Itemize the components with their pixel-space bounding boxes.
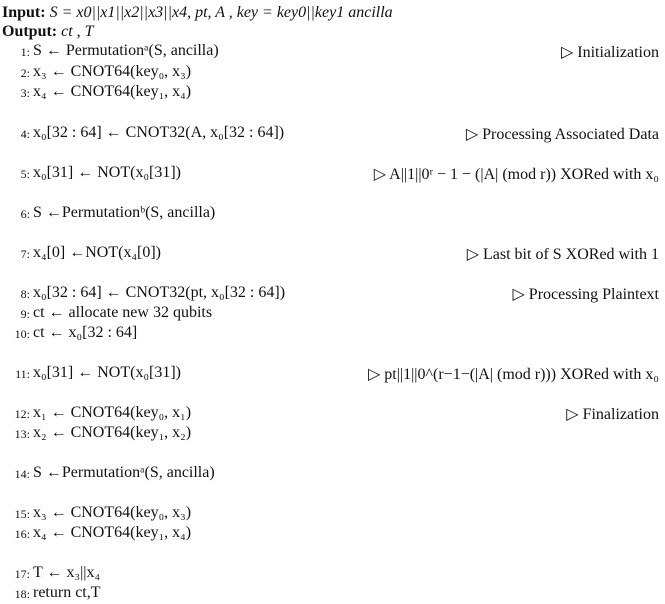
line-number: 7:: [20, 247, 30, 261]
line-number: 1:: [20, 45, 30, 59]
output-label: Output:: [2, 23, 58, 40]
step-code: return ct,T: [33, 584, 101, 601]
line-number: 8:: [20, 287, 30, 301]
step-code: S ← Permutationᵃ(S, ancilla): [33, 42, 219, 59]
input-label: Input:: [2, 4, 46, 21]
step: [0, 364, 665, 384]
input-text: S = x0||x1||x2||x3||x4, pt, A , key = key0||key1 ancilla: [49, 4, 393, 21]
line-number: 11:: [15, 367, 30, 381]
line-number: 4:: [20, 127, 30, 141]
step: [0, 564, 665, 584]
step-code: x₀[32 : 64] ← CNOT32(A, x₀[32 : 64]): [33, 124, 285, 141]
step-comment: ▷ Processing Plaintext: [512, 286, 659, 303]
step-code: x₃ ← CNOT64(key₀, x₃): [33, 63, 192, 80]
step-comment: ▷ Initialization: [560, 44, 659, 61]
line-number: 17:: [14, 567, 30, 581]
step-code: x₄ ← CNOT64(key₁, x₄): [33, 83, 192, 100]
line-number: 18:: [14, 587, 30, 601]
step-code: ct ← allocate new 32 qubits: [33, 304, 213, 321]
line-number: 15:: [14, 507, 30, 521]
step-code: S ←Permutationᵇ(S, ancilla): [33, 204, 216, 221]
step-code: x₂ ← CNOT64(key₁, x₂): [33, 424, 192, 441]
line-number: 2:: [20, 66, 30, 80]
step: [0, 464, 665, 484]
step: [0, 63, 665, 83]
step: [0, 204, 665, 224]
step: [0, 124, 665, 144]
step: [0, 504, 665, 524]
step: [0, 284, 665, 304]
step: [0, 42, 665, 62]
input-line: [0, 4, 665, 24]
step-code: x₄[0] ←NOT(x₄[0]): [33, 244, 162, 261]
line-number: 6:: [20, 207, 30, 221]
step: [0, 164, 665, 184]
line-number: 12:: [14, 407, 30, 421]
step: [0, 304, 665, 324]
step: [0, 404, 665, 424]
output-text: ct , T: [61, 23, 94, 40]
step: [0, 424, 665, 444]
line-number: 10:: [14, 327, 30, 341]
line-number: 9:: [20, 307, 30, 321]
step-code: x₁ ← CNOT64(key₀, x₁): [33, 404, 192, 421]
step-code: x₀[32 : 64] ← CNOT32(pt, x₀[32 : 64]): [33, 284, 286, 301]
step-code: ct ← x₀[32 : 64]: [33, 324, 138, 341]
line-number: 16:: [14, 527, 30, 541]
step: [0, 524, 665, 544]
step-comment: ▷ Last bit of S XORed with 1: [466, 246, 659, 263]
step-comment: ▷ Finalization: [566, 406, 659, 423]
step-comment: ▷ Processing Associated Data: [465, 126, 659, 143]
line-number: 5:: [20, 167, 30, 181]
step-code: x₀[31] ← NOT(x₀[31]): [33, 364, 182, 381]
line-number: 14:: [14, 467, 30, 481]
step: [0, 324, 665, 344]
step: [0, 244, 665, 264]
step-code: x₄ ← CNOT64(key₁, x₄): [33, 524, 192, 541]
step: [0, 584, 665, 604]
step-code: T ← x₃||x₄: [33, 564, 101, 581]
step-comment: ▷ pt||1||0^(r−1−(|A| (mod r))) XORed with x₀: [367, 366, 659, 383]
step-comment: ▷ A||1||0ʳ − 1 − (|A| (mod r)) XORed with x₀: [373, 166, 659, 183]
output-line: [0, 23, 665, 43]
line-number: 13:: [14, 427, 30, 441]
step: [0, 83, 665, 103]
step-code: x₃ ← CNOT64(key₀, x₃): [33, 504, 192, 521]
step-code: x₀[31] ← NOT(x₀[31]): [33, 164, 182, 181]
step-code: S ←Permutationᵃ(S, ancilla): [33, 464, 215, 481]
line-number: 3:: [20, 86, 30, 100]
